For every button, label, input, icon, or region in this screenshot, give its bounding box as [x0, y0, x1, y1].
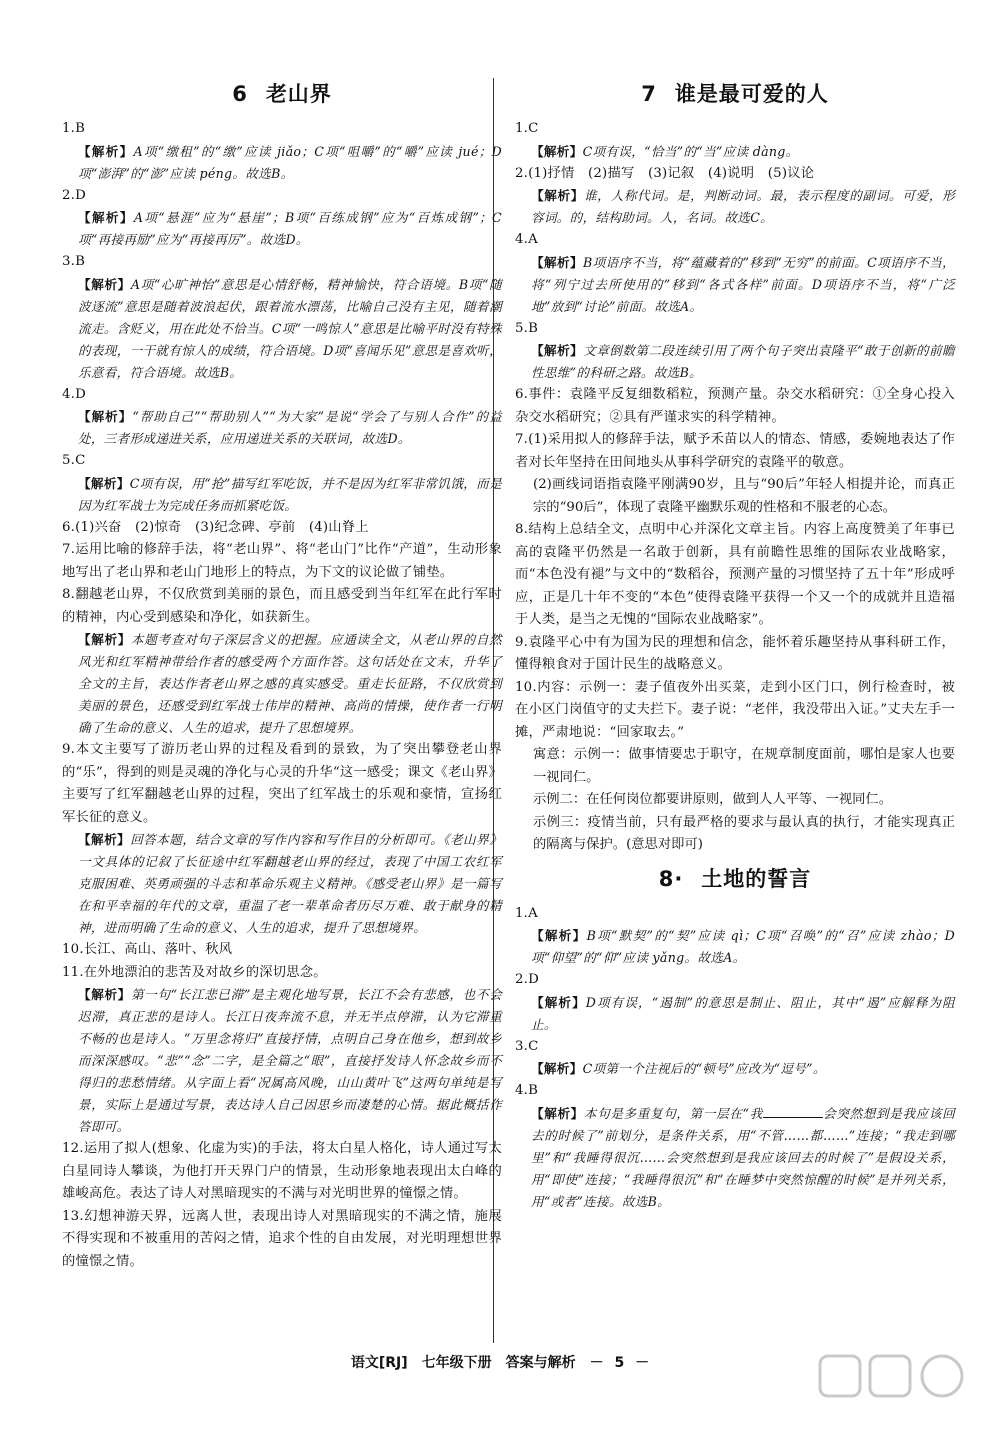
right-column: [515, 78, 955, 1213]
answer-line: 1.A: [515, 905, 538, 921]
watermark-logo: [812, 1350, 982, 1430]
answer-line: 4.A: [515, 232, 538, 247]
section-number: 7: [641, 82, 657, 106]
answer-line: 6.事件：袁隆平反复细数稻粒，预测产量。杂交水稻研究：①全身心投入杂交水稻研究；②具有严谨求实的科学精神。: [515, 387, 955, 425]
answer-line: 12.运用了拟人(想象、化虚为实)的手法，将太白星人格化，诗人通过写太白星同诗人攀谈，为他打开天界门户的情景，生动形象地表现出太白峰的雄峻高危。表达了诗人对黑暗现实的不满与对光明世界的憧憬之情。: [62, 1141, 502, 1201]
explanation-text: A项“悬涯”应为“悬崖”；B项“百练成钢”应为“百炼成钢”；C项“再接再励”应为“再接再厉”。故选D。: [78, 210, 502, 247]
answer-line: 7.运用比喻的修辞手法，将“老山界”、将“老山门”比作“产道”，生动形象地写出了老山界和老山门地形上的特点，为下文的议论做了铺垫。: [62, 542, 502, 580]
section-title-text: 土地的誓言: [701, 866, 812, 891]
explanation: [531, 340, 955, 384]
explanation-tag: 【解析】: [78, 143, 134, 159]
explanation-text: 回答本题，结合文章的写作内容和写作目的分析即可。《老山界》一文具体的记叙了长征途中红军翻越老山界的经过，表现了中国工农红军克服困难、英勇顽强的斗志和革命乐观主义精神。《感受老山界》是一篇写在和平幸福的年代的文章，重温了老一辈革命者历尽万难、敢于献身的精神，进而明确了生命的意义、人生的追求，提升了思想境界。: [78, 832, 503, 935]
explanation: [78, 406, 502, 450]
answer-line: 4.D: [62, 386, 86, 402]
answer-line: 5.C: [62, 453, 86, 468]
section-title-6: [62, 78, 502, 108]
explanation: [531, 185, 955, 229]
explanation-text: C项第一个注视后的“顿号”应改为“逗号”。: [582, 1061, 826, 1076]
answer-line: 5.B: [515, 320, 539, 336]
explanation-text: A项“缴租”的“缴”应读 jiǎo；C项“咀嚼”的“嚼”应读 jué；D项“澎湃”的“澎”应读 péng。故选B。: [78, 143, 502, 181]
answer-paragraph: 示例三：疫情当前，只有最严格的要求与最认真的执行，才能实现真正的隔离与保护。(意思对即可): [533, 814, 955, 852]
explanation-tag: 【解析】: [531, 343, 584, 358]
explanation-text: 文章倒数第二段连续引用了两个句子突出袁隆平“敢于创新的前瞻性思维”的科研之路。故选B。: [531, 343, 956, 380]
explanation-tag: 【解析】: [78, 987, 131, 1002]
answer-line: 9.袁隆平心中有为国为民的理想和信念，能怀着乐趣坚持从事科研工作，懂得粮食对于国计民生的战略意义。: [515, 634, 955, 672]
explanation: [78, 141, 502, 185]
explanation: [78, 207, 502, 251]
explanation-tag: 【解析】: [531, 1105, 584, 1121]
answer-line: 2.(1)抒情 (2)描写 (3)记叙 (4)说明 (5)议论: [515, 165, 815, 181]
section-number: 6: [232, 82, 248, 106]
explanation: [78, 274, 502, 384]
explanation: [531, 252, 955, 318]
answer-list: [515, 903, 955, 1213]
explanation: [531, 925, 955, 969]
explanation-text: D项有误，“遏制”的意思是制止、阻止，其中“遏”应解释为阻止。: [531, 994, 955, 1032]
explanation-tag: 【解析】: [78, 475, 130, 491]
explanation-tag: 【解析】: [78, 632, 132, 647]
explanation-tag: 【解析】: [531, 1061, 583, 1076]
answer-line: 4.B: [515, 1083, 539, 1098]
explanation-text: B项“默契”的“契”应读 qì；C项“召唤”的“召”应读 zhào；D项“仰望”的“仰”应读 yǎng。故选A。: [531, 928, 955, 965]
answer-line: 3.B: [62, 254, 86, 269]
section-title-7: [515, 78, 955, 108]
answer-line: 2.D: [62, 187, 86, 203]
explanation: [78, 984, 502, 1138]
explanation-tag: 【解析】: [531, 254, 584, 270]
section-title-8: [515, 863, 955, 893]
left-column: [62, 78, 502, 1273]
explanation-tag: 【解析】: [78, 210, 134, 225]
explanation-tag: 【解析】: [531, 143, 583, 159]
answer-line: 13.幻想神游天界，远离人世，表现出诗人对黑暗现实的不满之情，施展不得实现和不被重用的苦闷之情，追求个性的自由发展，对光明理想世界的憧憬之情。: [62, 1208, 502, 1269]
answer-line: 8.翻越老山界，不仅欣赏到美丽的景色，而且感受到当年红军在此行军时的精神，内心受到感染和净化，如获新生。: [62, 587, 502, 625]
explanation-text: C项有误，用“抢”描写红军吃饭，并不是因为红军非常饥饿，而是因为红军战士为完成任务而抓紧吃饭。: [78, 475, 502, 513]
section-number: 8·: [658, 866, 684, 891]
explanation-text: 本题考查对句子深层含义的把握。应通读全文，从老山界的自然风光和红军精神带给作者的感受两个方面作答。这句话处在文末，升华了全文的主旨，表达作者老山界之感的真实感受。重走长征路，不仅欣赏到美丽的景色，还感受到红军战士伟岸的精神、高尚的情操，使作者一行明确了生命的意义、人生的追求，提升了思想境界。: [78, 632, 502, 735]
section-title-text: 老山界: [265, 82, 332, 106]
answer-list: [515, 118, 955, 857]
answer-paragraph: 示例二：在任何岗位都要讲原则，做到人人平等、一视同仁。: [533, 792, 893, 807]
explanation-text: 会突然想到是我应该回去的时候了”前划分，是条件关系，用“不管……都……”连接；“我走到哪里”和“我睡得很沉……会突然想到是我应该回去的时候了”是假设关系，用“即使”连接；“我睡得很沉”和“在睡梦中突然惊醒的时候”是并列关系，用“或者”连接。故选B。: [531, 1105, 956, 1209]
explanation: [78, 473, 502, 517]
explanation-tag: 【解析】: [78, 276, 131, 292]
explanation-tag: 【解析】: [531, 994, 586, 1010]
explanation: [78, 629, 502, 739]
answer-line: 7.(1)采用拟人的修辞手法，赋予禾苗以人的情态、情感，委婉地表达了作者对长年坚持在田间地头从事科学研究的袁隆平的敬意。: [515, 432, 955, 470]
answer-line: 8.结构上总结全文，点明中心并深化文章主旨。内容上高度赞美了年事已高的袁隆平仍然是一名敢于创新，具有前瞻性思维的国际农业战略家，而“本色没有褪”与文中的“数稻谷，预测产量的习惯坚持了五十年”形成呼应，正是几十年不变的“本色”使得袁隆平获得一个又一个的成就并且造福于人类，是当之无愧的“国际农业战略家”。: [515, 522, 955, 627]
answer-line: 1.B: [62, 121, 86, 136]
answer-line: 10.长江、高山、落叶、秋风: [62, 942, 233, 957]
page-footer: 语文[RJ] 七年级下册 答案与解析 － 5 －: [350, 1355, 650, 1371]
explanation-text: “帮助自己”“帮助别人”“为大家”是说“学会了与别人合作”的益处，三者形成递进关系，应用递进关系的关联词，故选D。: [78, 409, 502, 446]
answer-line: 11.在外地漂泊的悲苦及对故乡的深切思念。: [62, 964, 327, 980]
answer-line: 3.C: [515, 1038, 539, 1054]
answer-paragraph: (2)画线词语指袁隆平刚满90岁，且与“90后”年轻人相提并论，而真正宗的“90后”，体现了袁隆平幽默乐观的性格和不服老的心态。: [533, 477, 955, 515]
answer-line: 1.C: [515, 121, 539, 136]
explanation-text: B项语序不当，将“蕴藏着的”移到“无穷”的前面。C项语序不当，将“列宁过去所使用的”移到“各式各样”前面。D项语序不当，将“广泛地”放到“讨论”前面。故选A。: [531, 254, 956, 314]
explanation: [78, 829, 502, 939]
explanation: [531, 141, 955, 163]
explanation-text: 第一句“长江悲已滞”是主观化地写景，长江不会有悲感，也不会迟滞，真正悲的是诗人。长江日夜奔流不息，并无半点停滞，认为它滞重不畅的也是诗人。“万里念将归”直接抒情，点明自己身在他乡，想到故乡而深深感叹。“悲”“念”二字，是全篇之“眼”，直接抒发诗人怀念故乡而不得归的悲愁情绪。从字面上看“况属高风晚，山山黄叶飞”这两句单纯是写景，实际上是通过写景，表达诗人自己因思乡而凄楚的心情。据此概括作答即可。: [78, 987, 503, 1134]
fill-blank: [763, 1105, 823, 1118]
explanation-tag: 【解析】: [78, 832, 131, 847]
answer-line: 9.本文主要写了游历老山界的过程及看到的景致，为了突出攀登老山界的“乐”，得到的则是灵魂的净化与心灵的升华“这一感受；课文《老山界》主要写了红军翻越老山界的过程，突出了红军战士的乐观和豪情，宣扬红军长征的意义。: [62, 742, 502, 825]
explanation-text: 本句是多重复句，第一层在“我: [583, 1105, 763, 1121]
explanation: [531, 1058, 955, 1080]
explanation-tag: 【解析】: [78, 409, 133, 424]
answer-line: 2.D: [515, 972, 539, 987]
section-title-text: 谁是最可爱的人: [674, 82, 829, 106]
explanation: [531, 992, 955, 1036]
explanation-text: C项有误，“恰当”的“当”应读 dàng。: [582, 143, 799, 159]
explanation-tag: 【解析】: [531, 928, 587, 943]
answer-line: 6.(1)兴奋 (2)惊奇 (3)纪念碑、亭前 (4)山脊上: [62, 519, 369, 535]
explanation: [531, 1103, 955, 1213]
explanation-text: A项“心旷神怡”意思是心情舒畅，精神愉快，符合语境。B项“随波逐流”意思是随着波浪起伏，跟着流水漂荡，比喻自己没有主见，随着潮流走。含贬义，用在此处不恰当。C项“一鸣惊人”意思是比喻平时没有特殊的表现，一干就有惊人的成绩，符合语境。D项“喜闻乐见”意思是喜欢听，乐意看，符合语境。故选B。: [78, 276, 502, 380]
explanation-tag: 【解析】: [531, 188, 585, 203]
answer-list: [62, 118, 502, 1273]
answer-line: 10.内容：示例一：妻子值夜外出买菜，走到小区门口，例行检查时，被在小区门岗值守的丈夫拦下。妻子说：“老伴，我没带出入证。”丈夫左手一摊，严肃地说：“回家取去。”: [515, 679, 955, 740]
answer-paragraph: 寓意：示例一：做事情要忠于职守，在规章制度面前，哪怕是家人也要一视同仁。: [533, 747, 955, 785]
explanation-text: 谁，人称代词。是，判断动词。最，表示程度的副词。可爱，形容词。的，结构助词。人，名词。故选C。: [531, 188, 955, 225]
